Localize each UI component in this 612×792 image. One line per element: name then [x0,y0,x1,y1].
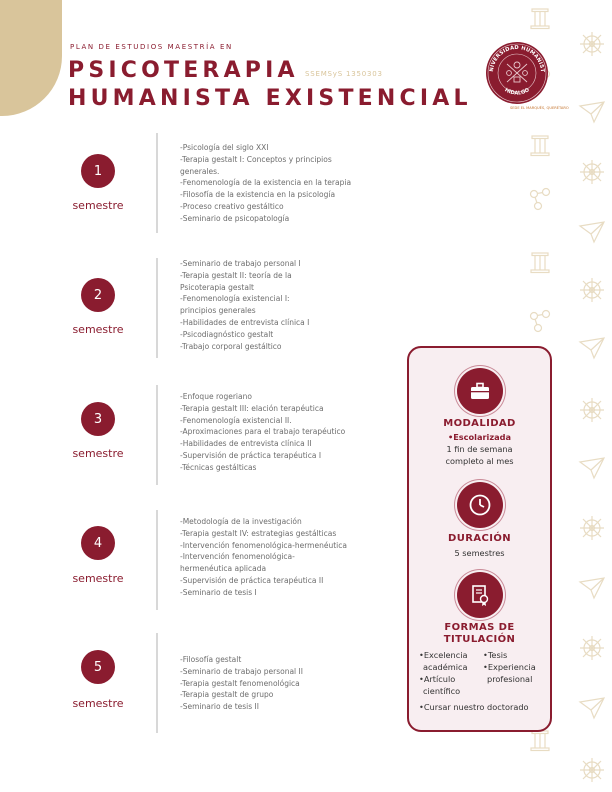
semester-2-courses [180,258,380,352]
semester-3-courses [180,391,380,474]
course-item: -Intervención fenomenológica-hermenéutica [180,540,347,550]
semester-divider [156,633,158,733]
program-title-line-1: PSICOTERAPIA [68,58,299,83]
course-item: -Terapia gestalt IV: estrategias gestálticas [180,528,337,538]
semester-5-badge: 5 [81,650,115,684]
course-item: hermenéutica aplicada [180,564,267,574]
course-item: -Fenomenología existencial II. [180,415,292,425]
titulacion-option: científico [423,686,461,696]
modalidad-value: •Escolarizada [447,432,512,442]
semester-4-label: semestre [72,572,124,585]
course-item: -Terapia gestalt fenomenológica [180,678,300,688]
course-item: -Intervención fenomenológica- [180,552,295,562]
course-item: -Terapia gestalt II: teoría de la [180,270,292,280]
course-item: -Habilidades de entrevista clínica I [180,317,310,327]
titulacion-heading-line-1: FORMAS DE [444,622,515,633]
course-item: -Terapia gestalt de grupo [180,690,274,700]
course-item: -Proceso creativo gestáltico [180,201,284,211]
course-item: -Filosofía de la existencia en la psicología [180,190,336,200]
seal-tagline: SEDE EL MARQUÉS, QUERÉTARO [510,106,569,110]
registration-code: SSEMSyS 1350303 [305,70,383,78]
duracion-heading: DURACIÓN [448,533,511,544]
course-item: -Fenomenología existencial I: [180,294,290,304]
certificate-icon [457,572,503,618]
semester-4-badge: 4 [81,526,115,560]
course-item: -Psicología del siglo XXI [180,143,269,152]
course-item: -Seminario de psicopatología [180,213,290,223]
semester-2-badge: 2 [81,278,115,312]
course-item: -Metodología de la investigación [180,517,302,526]
titulacion-option: •Tesis [483,650,508,660]
semester-2-label: semestre [72,323,124,336]
course-item: -Seminario de trabajo personal II [180,666,303,676]
program-kicker: PLAN DE ESTUDIOS MAESTRÍA EN [70,43,233,51]
course-item: -Psicodiagnóstico gestalt [180,329,274,339]
course-item: -Enfoque rogeriano [180,392,252,401]
course-item: -Seminario de tesis II [180,702,259,712]
semester-divider [156,385,158,485]
modalidad-heading: MODALIDAD [443,418,516,429]
semester-4-courses [180,516,380,599]
semester-3-badge: 3 [81,402,115,436]
clock-icon [457,482,503,528]
modalidad-line-2: completo al mes [445,456,514,466]
duracion-value: 5 semestres [454,548,505,558]
titulacion-heading-line-2: TITULACIÓN [443,634,516,645]
course-item: -Aproximaciones para el trabajo terapéutico [180,427,346,437]
university-seal-logo [484,40,569,110]
course-item: Psicoterapia gestalt [180,282,254,292]
course-item: principios generales [180,306,256,316]
titulacion-option: profesional [487,674,533,684]
course-item: -Trabajo corporal gestáltico [180,341,282,351]
course-item: generales. [180,166,220,176]
semester-divider [156,133,158,233]
course-item: -Terapia gestalt I: Conceptos y principios [180,154,332,164]
seal-top-text: NIVERSIDAD HUMANIST [488,44,546,73]
modalidad-line-1: 1 fin de semana [446,444,513,454]
titulacion-option: •Cursar nuestro doctorado [419,702,529,712]
briefcase-icon [457,368,503,414]
semester-1-courses [180,142,380,225]
semester-1-badge: 1 [81,154,115,188]
semester-5-label: semestre [72,697,124,710]
semester-3-label: semestre [72,447,124,460]
titulacion-option: •Experiencia [483,662,536,672]
titulacion-option: •Artículo [419,674,456,684]
semester-divider [156,510,158,610]
titulacion-option: académica [423,662,468,672]
gold-corner-decoration [0,0,62,116]
course-item: -Supervisión de práctica terapéutica I [180,450,322,460]
course-item: -Seminario de trabajo personal I [180,259,301,268]
titulacion-option: •Excelencia [419,650,468,660]
course-item: -Filosofía gestalt [180,655,242,664]
course-item: -Supervisión de práctica terapéutica II [180,575,324,585]
course-item: -Fenomenología de la existencia en la terapia [180,178,352,188]
semester-divider [156,258,158,358]
semester-1-label: semestre [72,199,124,212]
course-item: -Terapia gestalt III: elación terapéutica [180,403,324,413]
semester-5-courses [180,654,380,713]
course-item: -Seminario de tesis I [180,587,257,597]
course-item: -Habilidades de entrevista clínica II [180,439,312,449]
seal-bottom-text: HIDALGO [503,87,531,97]
program-info-card [407,346,552,732]
program-title-line-2: HUMANISTA EXISTENCIAL [68,86,472,111]
course-item: -Técnicas gestálticas [180,462,257,472]
